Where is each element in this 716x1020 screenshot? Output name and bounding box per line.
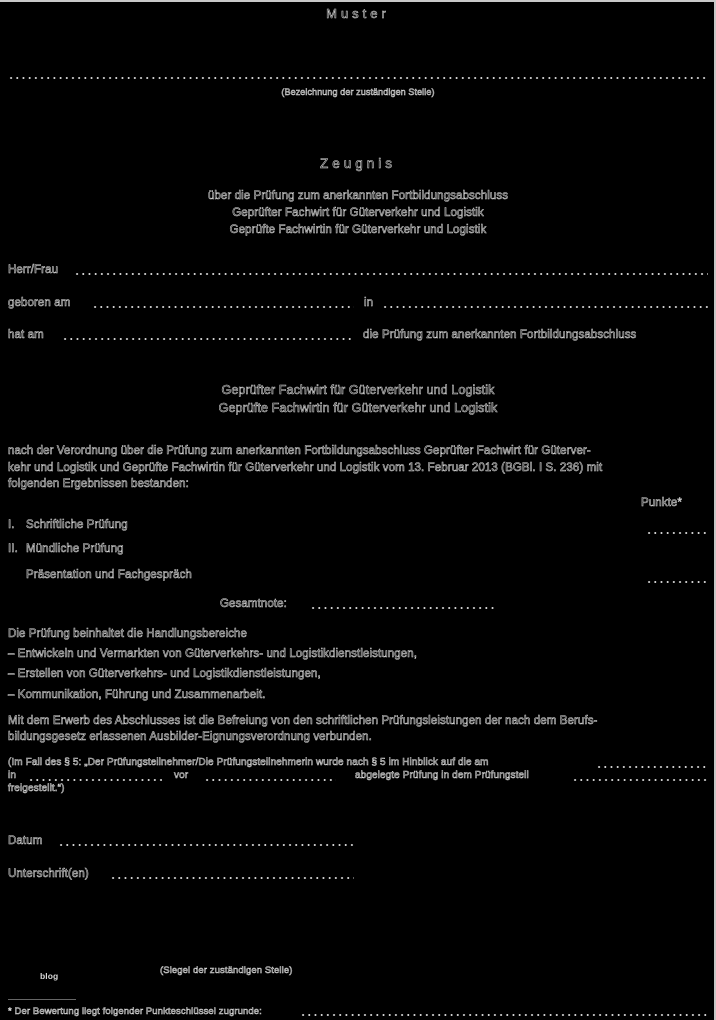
points-key-field[interactable] [300, 1014, 708, 1016]
birth-place-label: in [364, 297, 374, 309]
date-label: Datum [8, 835, 43, 847]
exam-date-suffix: die Prüfung zum anerkannten Fortbildungsabschluss [363, 329, 637, 341]
birth-place-field[interactable] [382, 306, 708, 308]
points-header: Punkte* [641, 497, 682, 509]
signature-field[interactable] [110, 877, 354, 879]
qualification-line-1: Geprüfter Fachwirt für Güterverkehr und Logistik [221, 383, 495, 397]
birth-date-label: geboren am [8, 297, 71, 309]
section5-authority-field[interactable] [204, 779, 336, 781]
authority-caption: (Bezeichnung der zuständigen Stelle) [281, 87, 435, 97]
authority-name-field[interactable] [8, 77, 708, 79]
area-item-2: – Erstellen von Güterverkehrs- und Logistikdienstleistungen, [8, 668, 321, 680]
total-grade-field[interactable] [310, 607, 496, 609]
written-exam-points-field[interactable] [646, 532, 708, 534]
exam-date-field[interactable] [62, 338, 354, 340]
section5-rest: abgelegte Prüfung in dem Prüfungsteil [355, 770, 529, 781]
name-label: Herr/Frau [8, 264, 59, 276]
result-number-1: I. [8, 519, 15, 531]
oral-exam-label: Mündliche Prüfung [26, 543, 124, 555]
section5-in-label: in [8, 770, 16, 781]
section5-line-3: freigestellt.“) [8, 783, 65, 794]
regulation-line-1: nach der Verordnung über die Prüfung zum anerkannten Fortbildungsabschluss Geprüfter Fachwirt für Güterver- [8, 445, 591, 457]
regulation-line-2: kehr und Logistik und Geprüfte Fachwirtin für Güterverkehr und Logistik vom 13. Februar 2013 (BGBl. I S. 236) mit [8, 462, 603, 474]
exemption-line-2: bildungsgesetz erlassenen Ausbilder-Eignungsverordnung verbunden. [8, 731, 372, 743]
exam-date-label: hat am [8, 329, 44, 341]
area-item-1: – Entwickeln und Vermarkten von Güterverkehrs- und Logistikdienstleistungen, [8, 648, 418, 660]
document-title: Zeugnis [319, 156, 397, 171]
name-field[interactable] [74, 273, 708, 275]
birth-date-field[interactable] [92, 306, 354, 308]
section5-part-field[interactable] [572, 779, 708, 781]
section5-date-field[interactable] [596, 766, 708, 768]
result-number-2: II. [8, 543, 18, 555]
footnote-divider [8, 999, 76, 1000]
section5-place-field[interactable] [28, 779, 162, 781]
seal-caption: (Siegel der zuständigen Stelle) [160, 965, 293, 976]
subtitle-line-1: über die Prüfung zum anerkannten Fortbildungsabschluss [207, 190, 509, 202]
signature-label: Unterschrift(en) [8, 868, 89, 880]
subtitle-line-3: Geprüfte Fachwirtin für Güterverkehr und Logistik [229, 224, 487, 236]
subtitle-line-2: Geprüfter Fachwirt für Güterverkehr und Logistik [232, 207, 484, 219]
footnote-text: * Der Bewertung liegt folgender Punkteschlüssel zugrunde: [8, 1006, 262, 1017]
total-grade-label: Gesamtnote: [220, 598, 287, 610]
watermark-muster: Muster [326, 6, 390, 21]
area-item-3: – Kommunikation, Führung und Zusammenarbeit. [8, 689, 266, 701]
exemption-line-1: Mit dem Erwerb des Abschlusses ist die Befreiung von den schriftlichen Prüfungsleistungen der nach dem Berufs- [8, 715, 598, 727]
presentation-points-field[interactable] [646, 581, 708, 583]
seal-small-label: blog [40, 971, 59, 981]
section5-line-1: (Im Fall des § 5: „Der Prüfungsteilnehmer/Die Prüfungsteilnehmerin wurde nach § 5 im Hinblick auf die am [8, 757, 489, 768]
written-exam-label: Schriftliche Prüfung [26, 519, 128, 531]
areas-intro: Die Prüfung beinhaltet die Handlungsbereiche [8, 628, 248, 640]
qualification-line-2: Geprüfte Fachwirtin für Güterverkehr und Logistik [218, 401, 498, 415]
regulation-line-3: folgenden Ergebnissen bestanden: [8, 478, 189, 490]
presentation-label: Präsentation und Fachgespräch [26, 569, 192, 581]
date-field[interactable] [58, 844, 354, 846]
section5-vor-label: vor [174, 770, 189, 781]
